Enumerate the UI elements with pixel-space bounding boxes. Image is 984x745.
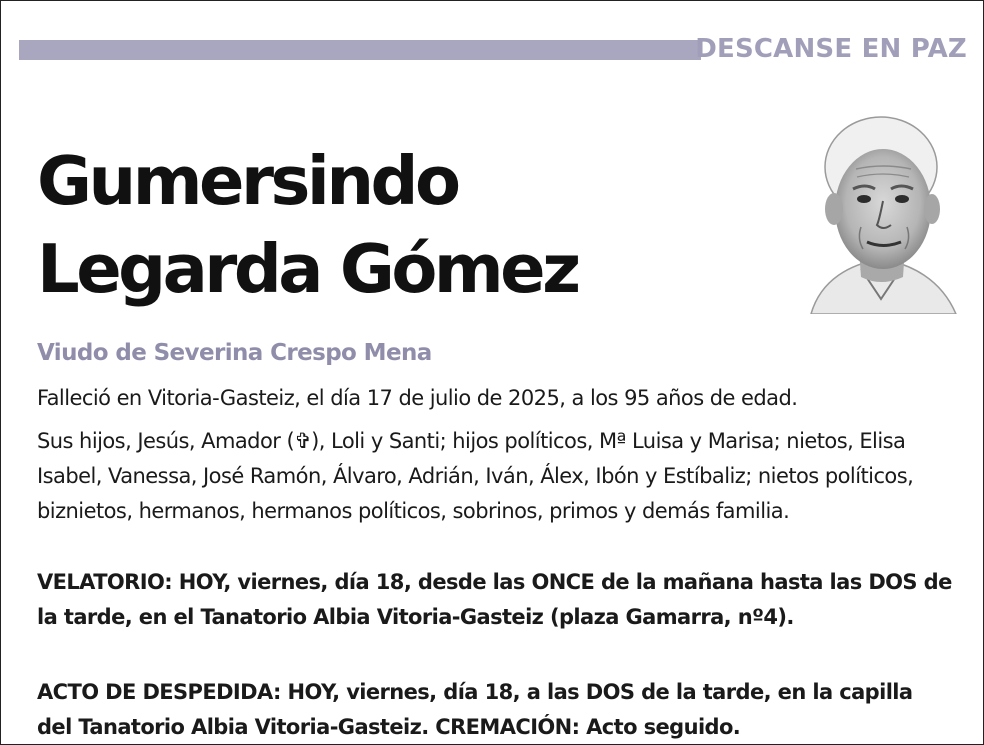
header-bar <box>19 40 701 60</box>
name-first-line: Gumersindo <box>37 142 458 220</box>
wake-info-text: VELATORIO: HOY, viernes, día 18, desde las ONCE de la mañana hasta las DOS de la tarde, en el Tanatorio Albia Vitoria-Gasteiz (plaza Gamarra, nº4). <box>37 570 952 629</box>
section-label: DESCANSE EN PAZ <box>695 34 967 64</box>
deceased-name <box>37 137 578 313</box>
death-notice-text: Falleció en Vitoria-Gasteiz, el día 17 de julio de 2025, a los 95 años de edad. <box>37 386 798 410</box>
subtitle-widower: Viudo de Severina Crespo Mena <box>37 340 432 366</box>
name-second-line: Legarda Gómez <box>37 230 578 308</box>
portrait-photo <box>791 109 971 314</box>
family-text: Sus hijos, Jesús, Amador (✞), Loli y Santi; hijos políticos, Mª Luisa y Marisa; nietos, Elisa Isabel, Vanessa, José Ramón, Álvaro, Adrián, Iván, Álex, Ibón y Estíbaliz; nietos políticos, biznietos, hermanos, hermanos políticos, sobrinos, primos y demás familia. <box>37 429 914 523</box>
farewell-info-text: ACTO DE DESPEDIDA: HOY, viernes, día 18, a las DOS de la tarde, en la capilla del Tanatorio Albia Vitoria-Gasteiz. CREMACIÓN: Acto seguido. <box>37 680 913 739</box>
